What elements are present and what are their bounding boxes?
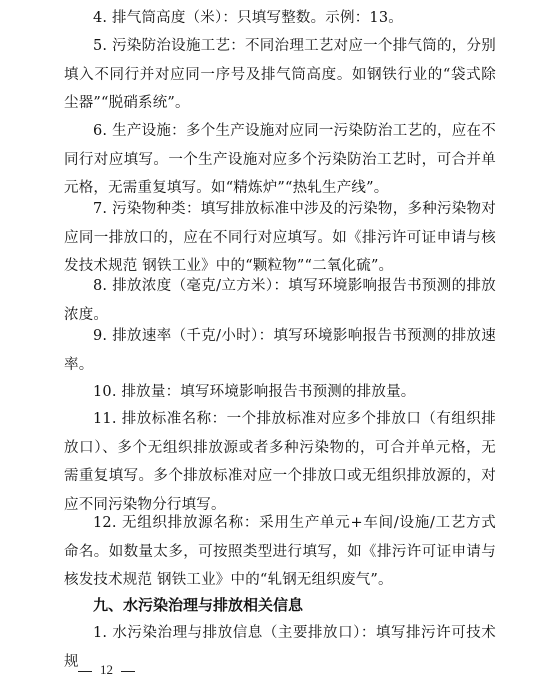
paragraph-item-12: 12. 无组织排放源名称：采用生产单元+车间/设施/工艺方式命名。如数量太多，可按照类型进行填写，如《排污许可证申请与核发技术规范 钢铁工业》中的“轧钢无组织废气”。: [64, 515, 496, 588]
section-heading: 九、水污染治理与排放相关信息: [93, 596, 304, 614]
footer-dash-left: [78, 671, 92, 672]
footer-dash-right: [121, 671, 135, 672]
paragraph-item-5: 5. 污染防治设施工艺：不同治理工艺对应一个排气筒的，分别填入不同行并对应同一序号及排气筒高度。如钢铁行业的“袋式除尘器”“脱硝系统”。: [64, 38, 496, 111]
paragraph-item-10: 10. 排放量：填写环境影响报告书预测的排放量。: [93, 384, 416, 400]
paragraph-item-8: 8. 排放浓度（毫克/立方米）：填写环境影响报告书预测的排放浓度。: [64, 278, 496, 323]
paragraph-item-11: 11. 排放标准名称：一个排放标准对应多个排放口（有组织排放口）、多个无组织排放源或者多种污染物的，可合并单元格，无需重复填写。多个排放标准对应一个排放口或无组织排放源的，对应不同污染物分行填写。: [64, 411, 496, 513]
paragraph-water-1: 1. 水污染治理与排放信息（主要排放口）：填写排污许可技术规: [64, 625, 496, 670]
paragraph-item-9: 9. 排放速率（千克/小时）：填写环境影响报告书预测的排放速率。: [64, 328, 496, 373]
page-number: 12: [100, 662, 113, 677]
page-footer: [70, 662, 143, 678]
paragraph-item-6: 6. 生产设施：多个生产设施对应同一污染防治工艺的，应在不同行对应填写。一个生产设施对应多个污染防治工艺时，可合并单元格，无需重复填写。如“精炼炉”“热轧生产线”。: [64, 123, 496, 196]
paragraph-item-7: 7. 污染物种类：填写排放标准中涉及的污染物，多种污染物对应同一排放口的，应在不同行对应填写。如《排污许可证申请与核发技术规范 钢铁工业》中的“颗粒物”“二氧化硫”。: [64, 201, 496, 274]
paragraph-item-4: 4. 排气筒高度（米）：只填写整数。示例：13。: [93, 10, 403, 26]
